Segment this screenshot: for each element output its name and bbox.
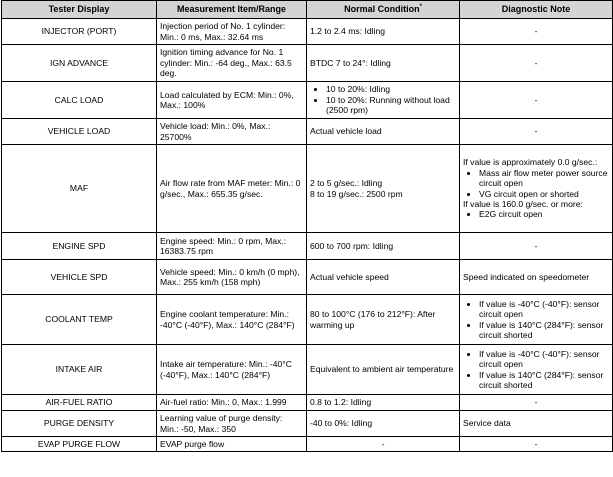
cell-diag <box>460 295 613 345</box>
normal-line: 8 to 19 g/sec.: 2500 rpm <box>310 188 403 199</box>
cell-normal: Actual vehicle load <box>307 119 460 145</box>
list-item: • Mass air flow meter power source circuit open <box>479 168 609 189</box>
cell-normal: BTDC 7 to 24°: Idling <box>307 45 460 82</box>
cell-display: CALC LOAD <box>2 82 157 119</box>
cell-measurement: Engine coolant temperature: Min.: -40°C (-40°F), Max.: 140°C (284°F) <box>157 295 307 345</box>
table-row <box>2 345 613 395</box>
table-row <box>2 119 613 145</box>
normal-list <box>310 84 456 115</box>
table-row <box>2 82 613 119</box>
table-row <box>2 411 613 437</box>
table-row <box>2 295 613 345</box>
header-diagnostic-note: Diagnostic Note <box>460 1 613 19</box>
diag-list <box>463 209 609 219</box>
cell-measurement: Load calculated by ECM: Min.: 0%, Max.: 100% <box>157 82 307 119</box>
cell-display: PURGE DENSITY <box>2 411 157 437</box>
cell-diag <box>460 145 613 233</box>
header-normal-condition <box>307 1 460 19</box>
table-row <box>2 395 613 411</box>
cell-diag: Service data <box>460 411 613 437</box>
cell-normal: - <box>307 437 460 452</box>
cell-display: VEHICLE LOAD <box>2 119 157 145</box>
diag-list <box>463 299 609 341</box>
cell-normal: Equivalent to ambient air temperature <box>307 345 460 395</box>
diag-mid: If value is 160.0 g/sec. or more: <box>463 198 583 209</box>
cell-measurement: EVAP purge flow <box>157 437 307 452</box>
cell-display: EVAP PURGE FLOW <box>2 437 157 452</box>
cell-display: AIR-FUEL RATIO <box>2 395 157 411</box>
cell-measurement: Injection period of No. 1 cylinder: Min.: 0 ms, Max.: 32.64 ms <box>157 19 307 45</box>
header-tester-display: Tester Display <box>2 1 157 19</box>
cell-display: COOLANT TEMP <box>2 295 157 345</box>
list-item: • If value is -40°C (-40°F): sensor circuit open <box>479 299 609 320</box>
header-measurement: Measurement Item/Range <box>157 1 307 19</box>
cell-measurement: Engine speed: Min.: 0 rpm, Max.: 16383.75 rpm <box>157 233 307 260</box>
cell-normal: 1.2 to 2.4 ms: Idling <box>307 19 460 45</box>
cell-diag <box>460 345 613 395</box>
cell-diag: - <box>460 437 613 452</box>
cell-diag: Speed indicated on speedometer <box>460 260 613 295</box>
cell-diag: - <box>460 19 613 45</box>
cell-diag: - <box>460 45 613 82</box>
header-normal-label: Normal Condition <box>344 4 420 15</box>
cell-diag: - <box>460 395 613 411</box>
list-item: • If value is 140°C (284°F): sensor circuit shorted <box>479 320 609 341</box>
cell-measurement: Vehicle speed: Min.: 0 km/h (0 mph), Max.: 255 km/h (158 mph) <box>157 260 307 295</box>
cell-display: IGN ADVANCE <box>2 45 157 82</box>
cell-diag: - <box>460 233 613 260</box>
cell-measurement: Intake air temperature: Min.: -40°C (-40°F), Max.: 140°C (284°F) <box>157 345 307 395</box>
cell-diag: - <box>460 82 613 119</box>
normal-line: 2 to 5 g/sec.: Idling <box>310 178 383 189</box>
diag-list <box>463 168 609 199</box>
cell-normal: Actual vehicle speed <box>307 260 460 295</box>
tester-display-table <box>1 0 613 452</box>
cell-normal <box>307 82 460 119</box>
cell-measurement: Air flow rate from MAF meter: Min.: 0 g/sec., Max.: 655.35 g/sec. <box>157 145 307 233</box>
cell-display: VEHICLE SPD <box>2 260 157 295</box>
table-row <box>2 145 613 233</box>
cell-normal: -40 to 0%: Idling <box>307 411 460 437</box>
table-row <box>2 437 613 452</box>
list-item: • E2G circuit open <box>479 209 609 219</box>
list-item: • 10 to 20%: Running without load (2500 rpm) <box>326 95 456 116</box>
cell-display: ENGINE SPD <box>2 233 157 260</box>
cell-normal: 0.8 to 1.2: Idling <box>307 395 460 411</box>
cell-display: INTAKE AIR <box>2 345 157 395</box>
cell-normal <box>307 145 460 233</box>
cell-diag: - <box>460 119 613 145</box>
list-item: • If value is -40°C (-40°F): sensor circuit open <box>479 349 609 370</box>
table-row <box>2 260 613 295</box>
header-row <box>2 1 613 19</box>
cell-measurement: Air-fuel ratio: Min.: 0, Max.: 1.999 <box>157 395 307 411</box>
cell-measurement: Learning value of purge density: Min.: -50, Max.: 350 <box>157 411 307 437</box>
cell-display: INJECTOR (PORT) <box>2 19 157 45</box>
cell-display: MAF <box>2 145 157 233</box>
table-row <box>2 19 613 45</box>
diag-list <box>463 349 609 391</box>
list-item: • VG circuit open or shorted <box>479 189 609 199</box>
table-row <box>2 233 613 260</box>
cell-normal: 600 to 700 rpm: Idling <box>307 233 460 260</box>
list-item: • If value is 140°C (284°F): sensor circuit shorted <box>479 370 609 391</box>
list-item: • 10 to 20%: Idling <box>326 84 456 94</box>
footnote-mark: * <box>419 4 422 11</box>
table-row <box>2 45 613 82</box>
cell-normal: 80 to 100°C (176 to 212°F): After warming up <box>307 295 460 345</box>
cell-measurement: Vehicle load: Min.: 0%, Max.: 25700% <box>157 119 307 145</box>
diag-intro: If value is approximately 0.0 g/sec.: <box>463 157 598 168</box>
cell-measurement: Ignition timing advance for No. 1 cylinder: Min.: -64 deg., Max.: 63.5 deg. <box>157 45 307 82</box>
